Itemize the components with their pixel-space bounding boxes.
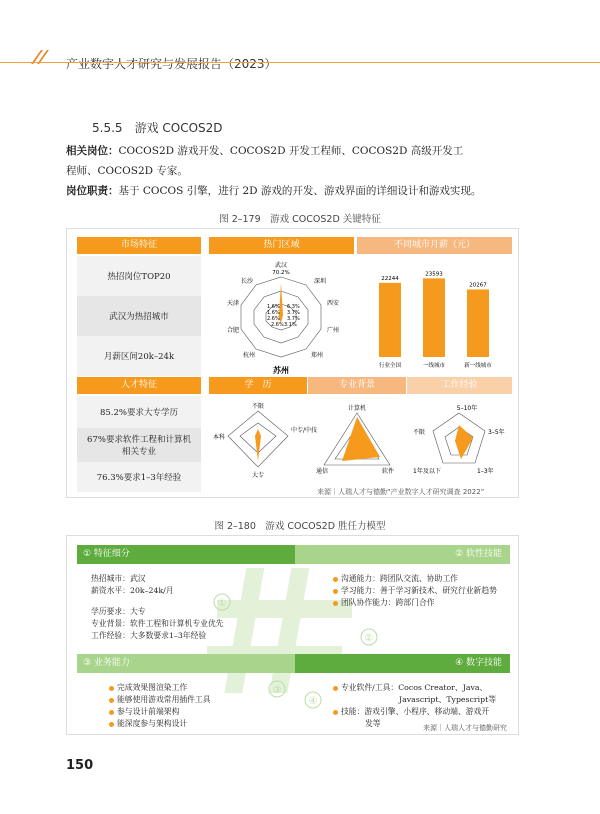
hot-region-header: 热门区域 (209, 237, 354, 254)
figure-source: 来源｜人瑞人才与德勤“产业数字人才研究调查 2022” (317, 488, 485, 496)
market-header: 市场特征 (77, 237, 201, 254)
section-title: 游戏 COCOS2D (134, 121, 223, 135)
business-item (109, 706, 179, 717)
radar-value: 3.1% (284, 322, 297, 328)
education-header: 学 历 (209, 377, 307, 394)
bullet-icon (109, 722, 114, 727)
talent-row: 67%要求软件工程和计算机相关专业 (77, 428, 201, 462)
soft-skill-item (333, 585, 497, 596)
feature-item: 专业背景：软件工程和计算机专业优先 (91, 619, 224, 628)
radar-label: 中专/中技 (291, 427, 318, 434)
digital-text: 专业软件/工具：Cocos Creator、Java、 (341, 683, 488, 692)
business-text: 能够使用游戏常用插件工具 (117, 695, 211, 704)
quadrant-header: ① 特征细分 (77, 545, 295, 564)
market-row: 武汉为热招城市 (77, 296, 201, 336)
radar-label: 广州 (327, 327, 340, 334)
salary-category-label: 一线城市 (422, 363, 446, 369)
quadrant-header: ④ 数字技能 (295, 654, 510, 673)
salary-category-label: 行业全国 (378, 363, 402, 369)
quadrant-number: ③ (272, 685, 282, 696)
figure-competency-model (66, 535, 519, 735)
quadrant-number: ② (364, 633, 374, 644)
related-positions (66, 141, 536, 181)
radar-label: 3–5年 (488, 429, 505, 436)
business-item (109, 694, 211, 705)
page-number: 150 (66, 758, 94, 773)
quadrant-header: ② 软性技能 (295, 545, 510, 564)
radar-label: 天津 (227, 300, 240, 307)
quadrant-header: ③ 业务能力 (77, 654, 295, 673)
radar-label: 武汉 (274, 262, 288, 269)
header-rule (0, 62, 600, 63)
radar-label: 杭州 (243, 352, 256, 359)
radar-value: 1.6% (267, 304, 280, 310)
para-label: 岗位职责： (66, 185, 119, 197)
section-number: 5.5.5 (92, 121, 123, 135)
market-row: 月薪区间20k–24k (77, 336, 201, 376)
job-duties (66, 181, 536, 201)
radar-label: 长沙 (241, 278, 254, 285)
section-heading (92, 119, 223, 136)
para-label: 相关岗位： (66, 145, 119, 157)
quadrant-number: ④ (308, 696, 318, 707)
salary-bar (467, 289, 489, 357)
business-item (109, 718, 187, 729)
radar-value: 70.2% (272, 270, 290, 276)
digital-item-cont: 发等 (365, 719, 381, 728)
digital-text: 技能：游戏引擎、小程序、移动端、游戏开 (341, 707, 490, 716)
feature-item: 工作经验：大多数要求1–3年经验 (91, 631, 207, 640)
radar-label: 通信 (316, 468, 329, 475)
digital-item-cont: Javascript、Typescript等 (399, 695, 497, 704)
radar-value: 2.6% (271, 322, 284, 328)
experience-radar (407, 401, 512, 481)
radar-label: 不限 (413, 429, 426, 436)
radar-label: 5–10年 (456, 405, 478, 412)
radar-label: 计算机 (347, 405, 367, 412)
radar-value: 2.6% (267, 316, 280, 322)
bullet-icon (333, 577, 338, 582)
major-radar (308, 401, 406, 481)
business-text: 参与设计前端架构 (117, 707, 180, 716)
soft-skill-item (333, 573, 458, 584)
bullet-icon (109, 698, 114, 703)
radar-value: 1.6% (267, 310, 280, 316)
bullet-icon (333, 601, 338, 606)
radar-label: 大专 (251, 472, 265, 479)
major-header: 专业背景 (308, 377, 406, 394)
bullet-icon (333, 686, 338, 691)
bullet-icon (109, 710, 114, 715)
soft-skill-text: 沟通能力：跨团队交流、协助工作 (341, 574, 458, 583)
para-text: 程师、COCOS2D 专家。 (66, 165, 188, 177)
talent-row: 85.2%要求大专学历 (77, 396, 201, 428)
radar-label: 本科 (213, 434, 226, 441)
salary-value-label: 23593 (425, 271, 443, 278)
hot-region-radar (209, 257, 354, 377)
radar-label: 西安 (327, 300, 340, 307)
radar-label: 不限 (251, 403, 265, 410)
quadrant-number: ① (217, 598, 227, 609)
talent-row: 76.3%要求1–3年经验 (77, 462, 201, 492)
feature-item: 薪资水平：20k–24k/月 (91, 586, 174, 595)
soft-skill-item (333, 597, 435, 608)
business-item (109, 682, 187, 693)
salary-bar (379, 283, 401, 357)
digital-item (333, 682, 487, 693)
para-text: COCOS2D 游戏开发、COCOS2D 开发工程师、COCOS2D 高级开发工 (118, 145, 464, 157)
figure-key-features (66, 228, 519, 498)
bullet-icon (333, 589, 338, 594)
experience-header: 工作经验 (407, 377, 512, 394)
running-header: 产业数字人才研究与发展报告（2023） (66, 57, 277, 71)
business-text: 能深度参与架构设计 (117, 719, 188, 728)
market-row: 热招岗位TOP20 (77, 256, 201, 296)
soft-skill-text: 学习能力：善于学习新技术、研究行业新趋势 (341, 586, 497, 595)
talent-header: 人才特征 (77, 377, 201, 394)
radar-value: 3.7% (287, 310, 300, 316)
radar-label: 软件 (382, 468, 395, 475)
salary-bar (423, 278, 445, 357)
para-text: 基于 COCOS 引擎，进行 2D 游戏的开发、游戏界面的详细设计和游戏实现。 (118, 185, 482, 197)
radar-center-label: 苏州 (273, 366, 289, 375)
figure-source: 来源｜人瑞人才与德勤研究 (423, 724, 507, 732)
soft-skill-text: 团队协作能力：跨部门合作 (341, 598, 435, 607)
business-text: 完成效果图渲染工作 (117, 683, 188, 692)
radar-label: 合肥 (227, 327, 240, 334)
radar-value: 3.7% (287, 316, 300, 322)
feature-item: 学历要求：大专 (91, 607, 146, 616)
feature-item: 热招城市：武汉 (91, 574, 146, 583)
salary-value-label: 20267 (469, 282, 487, 289)
radar-label: 深圳 (314, 278, 327, 285)
radar-label: 1–3年 (477, 468, 494, 475)
salary-value-label: 22244 (381, 275, 399, 282)
bullet-icon (109, 686, 114, 691)
radar-label: 1年及以下 (413, 468, 441, 475)
radar-label: 郑州 (311, 352, 324, 359)
digital-item (333, 706, 489, 717)
figure-caption: 图 2–179 游戏 COCOS2D 关键特征 (219, 214, 381, 225)
salary-category-label: 新一线城市 (464, 363, 492, 369)
education-radar (209, 401, 318, 481)
salary-bar-chart (357, 257, 512, 377)
radar-value: 6.3% (287, 304, 300, 310)
figure-caption: 图 2–180 游戏 COCOS2D 胜任力模型 (214, 521, 386, 532)
salary-header: 不同城市月薪（元） (357, 237, 512, 254)
bullet-icon (333, 710, 338, 715)
